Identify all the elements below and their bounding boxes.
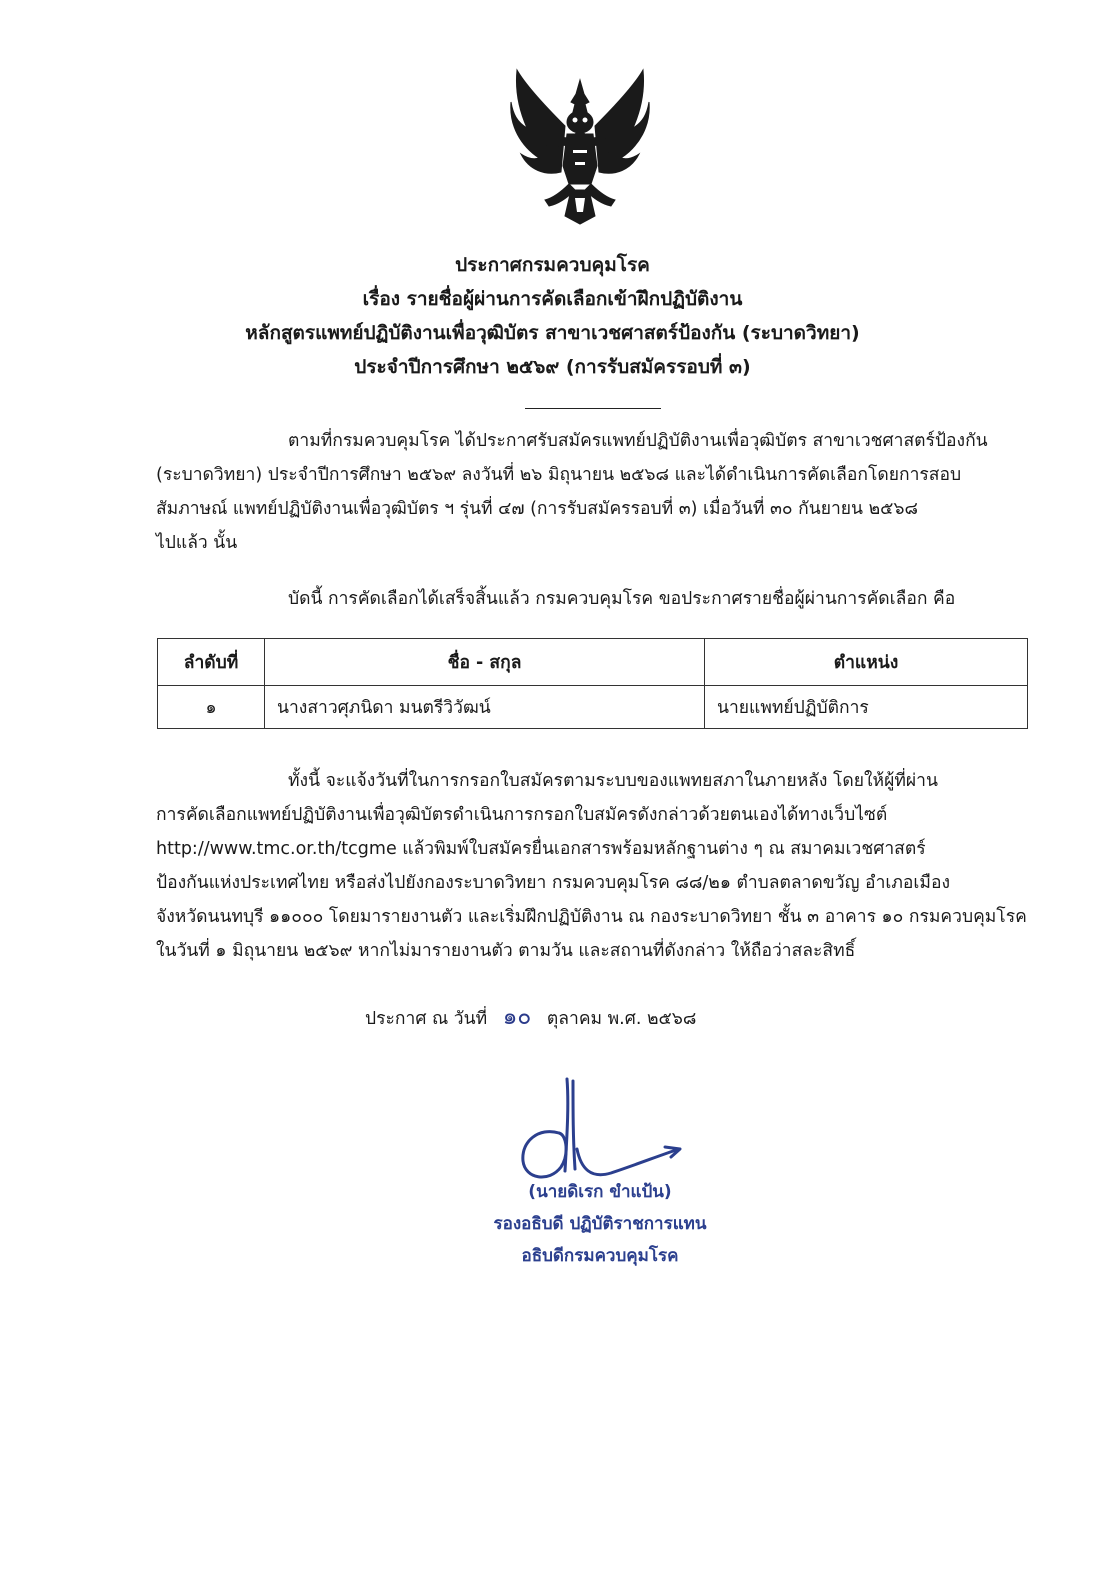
date-day-handwritten: ๑๐ <box>502 1004 532 1030</box>
signature-icon <box>515 1075 690 1190</box>
paragraph-line: ตามที่กรมควบคุมโรค ได้ประกาศรับสมัครแพทย์ปฏิบัติงานเพื่อวุฒิบัตร สาขาเวชศาสตร์ป้องกัน <box>288 431 988 451</box>
column-header-order: ลำดับที่ <box>158 639 265 686</box>
table-row <box>158 686 1028 729</box>
paragraph-line: จังหวัดนนทบุรี ๑๑๐๐๐ โดยมารายงานตัว และเริ่มฝึกปฏิบัติงาน ณ กองระบาดวิทยา ชั้น ๓ อาคาร ๑๐ กรมควบคุมโรค <box>156 907 1027 927</box>
paragraph-line: การคัดเลือกแพทย์ปฏิบัติงานเพื่อวุฒิบัตรดำเนินการกรอกใบสมัครดังกล่าวด้วยตนเองได้ทางเว็บไซต์ <box>156 805 888 825</box>
header-year: ประจำปีการศึกษา ๒๕๖๙ (การรับสมัครรอบที่ ๓) <box>354 356 751 378</box>
paragraph-line: ป้องกันแห่งประเทศไทย หรือส่งไปยังกองระบาดวิทยา กรมควบคุมโรค ๘๘/๒๑ ตำบลตลาดขวัญ อำเภอเมือง <box>156 873 950 893</box>
paragraph-line: ไปแล้ว นั้น <box>156 533 238 553</box>
header-course: หลักสูตรแพทย์ปฏิบัติงานเพื่อวุฒิบัตร สาขาเวชศาสตร์ป้องกัน (ระบาดวิทยา) <box>245 322 860 344</box>
paragraph-result <box>156 582 1024 616</box>
cell-name: นางสาวศุภนิดา มนตรีวิวัฒน์ <box>265 686 705 729</box>
header-divider <box>525 408 661 409</box>
date-prefix: ประกาศ ณ วันที่ <box>365 1009 488 1029</box>
paragraph-background <box>156 424 1024 560</box>
selected-candidates-table <box>157 638 1028 729</box>
signer-title: รองอธิบดี ปฏิบัติราชการแทน <box>493 1214 707 1234</box>
paragraph-line: ทั้งนี้ จะแจ้งวันที่ในการกรอกใบสมัครตามระบบของแพทยสภาในภายหลัง โดยให้ผู้ที่ผ่าน <box>288 771 938 791</box>
paragraph-line: ในวันที่ ๑ มิถุนายน ๒๕๖๙ หากไม่มารายงานตัว ตามวัน และสถานที่ดังกล่าว ให้ถือว่าสละสิทธิ์ <box>156 941 856 961</box>
cell-position: นายแพทย์ปฏิบัติการ <box>705 686 1028 729</box>
signer-org: อธิบดีกรมควบคุมโรค <box>521 1246 679 1266</box>
announcement-date <box>365 1000 696 1036</box>
paragraph-line: http://www.tmc.or.th/tcgme แล้วพิมพ์ใบสมัครยื่นเอกสารพร้อมหลักฐานต่าง ๆ ณ สมาคมเวชศาสตร์ <box>156 839 926 859</box>
table-header-row <box>158 639 1028 686</box>
paragraph-line: บัดนี้ การคัดเลือกได้เสร็จสิ้นแล้ว กรมควบคุมโรค ขอประกาศรายชื่อผู้ผ่านการคัดเลือก คือ <box>288 589 956 609</box>
column-header-name: ชื่อ - สกุล <box>265 639 705 686</box>
paragraph-line: (ระบาดวิทยา) ประจำปีการศึกษา ๒๕๖๙ ลงวันที่ ๒๖ มิถุนายน ๒๕๖๘ และได้ดำเนินการคัดเลือกโดยการสอบ <box>156 465 962 485</box>
announcement-header <box>150 248 955 384</box>
garuda-emblem-icon <box>505 66 655 226</box>
paragraph-line: สัมภาษณ์ แพทย์ปฏิบัติงานเพื่อวุฒิบัตร ฯ รุ่นที่ ๔๗ (การรับสมัครรอบที่ ๓) เมื่อวันที่ ๓๐ กันยายน ๒๕๖๘ <box>156 499 918 519</box>
date-suffix: ตุลาคม พ.ศ. ๒๕๖๘ <box>546 1009 697 1029</box>
header-subject: เรื่อง รายชื่อผู้ผ่านการคัดเลือกเข้าฝึกปฏิบัติงาน <box>362 288 743 310</box>
column-header-position: ตำแหน่ง <box>705 639 1028 686</box>
signer-name: (นายดิเรก ขำแป้น) <box>528 1182 672 1202</box>
cell-order: ๑ <box>158 686 265 729</box>
header-org: ประกาศกรมควบคุมโรค <box>455 254 650 276</box>
paragraph-instructions <box>156 764 1027 968</box>
